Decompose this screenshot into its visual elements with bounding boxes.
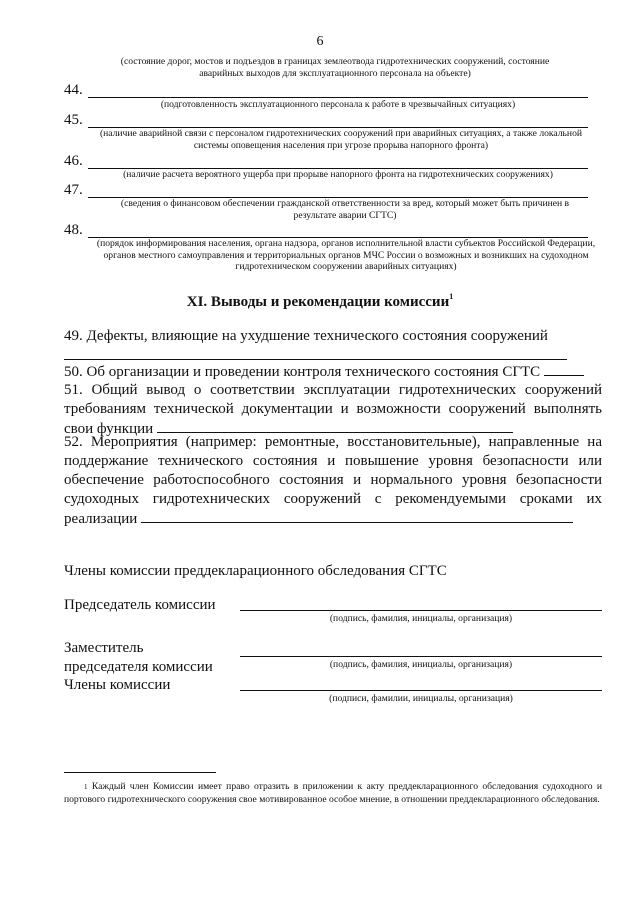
- chairman-signature-line[interactable]: [240, 610, 602, 611]
- footnote-mark: 1: [84, 783, 88, 791]
- field-44-line[interactable]: [88, 97, 588, 98]
- section-heading: [0, 294, 640, 311]
- item-50-line[interactable]: [544, 362, 584, 376]
- field-47-number: 47.: [64, 182, 83, 198]
- field-44-number: 44.: [64, 82, 83, 98]
- item-49-line[interactable]: [64, 359, 567, 360]
- item-51: 51. Общий вывод о соответствии эксплуатации гидротехнических сооружений требованиям технической документации и возможности сооружений выполнять свои функции: [64, 382, 602, 437]
- field-46-number: 46.: [64, 153, 83, 169]
- deputy-label-line1: Заместитель: [64, 640, 144, 656]
- footnote-text: Каждый член Комиссии имеет право отразить в приложении к акту преддекларационного обследования судоходного и портового гидротехнического сооружения свое мотивированное особое мнение, в отношении преддекларационного обследования.: [64, 781, 602, 805]
- item-52-row: [64, 433, 602, 529]
- chairman-label: Председатель комиссии: [64, 597, 216, 613]
- field-45-number: 45.: [64, 112, 83, 128]
- members-signature-line[interactable]: [240, 690, 602, 691]
- deputy-label-line2: председателя комиссии: [64, 659, 213, 675]
- item-49: 49. Дефекты, влияющие на ухудшение технического состояния сооружений: [64, 328, 548, 344]
- deputy-signature-line[interactable]: [240, 656, 602, 657]
- item-51-row: [64, 381, 602, 439]
- section-title: XI. Выводы и рекомендации комиссии: [186, 294, 450, 310]
- field-47-caption: (сведения о финансовом обеспечении гражданской ответственности за вред, который может быть причинен в результате аварии СГТС): [120, 198, 570, 221]
- chairman-signature-caption: (подпись, фамилия, инициалы, организация): [329, 613, 513, 624]
- deputy-signature-caption: (подпись, фамилия, инициалы, организация): [329, 659, 513, 670]
- members-signature-caption: (подписи, фамилии, инициалы, организация): [329, 693, 513, 704]
- item-51-line[interactable]: [157, 419, 513, 433]
- item-50: 50. Об организации и проведении контроля технического состояния СГТС: [64, 364, 541, 380]
- commission-members-header: Члены комиссии преддекларационного обследования СГТС: [64, 563, 447, 579]
- item-50-row: [64, 362, 602, 382]
- item-52: 52. Мероприятия (например: ремонтные, восстановительные), направленные на поддержание технического состояния и повышение уровня безопасности или обеспечение работоспособного состояния и нормального уровня безопасности судоходных гидротехнических сооружений с рекомендуемыми сроками их реализации: [64, 434, 602, 527]
- field-44-caption: (подготовленность эксплуатационного персонала к работе в чрезвычайных ситуациях): [160, 99, 516, 110]
- item-52-line[interactable]: [141, 509, 573, 523]
- footnote-reference: 1: [449, 292, 454, 301]
- top-caption: (состояние дорог, мостов и подъездов в границах землеотвода гидротехнических сооружений, состояние аварийных выходов для эксплуатационного персонала на объекте): [120, 56, 550, 79]
- footnote-separator: [64, 772, 216, 773]
- field-48-caption: (порядок информирования населения, органа надзора, органов исполнительной власти субъектов Российской Федерации, органов местного самоуправления и территориальных органов МЧС России о возможных и возникших на судоходном гидротехническом сооружении аварийных ситуациях): [96, 238, 596, 272]
- members-label: Члены комиссии: [64, 677, 171, 693]
- page-number: 6: [316, 34, 324, 49]
- field-45-caption: (наличие аварийной связи с персоналом гидротехнических сооружений при аварийных ситуациях, а также локальной системы оповещения населения при угрозе прорыва напорного фронта): [99, 128, 583, 151]
- footnote: [64, 781, 602, 806]
- field-46-caption: (наличие расчета вероятного ущерба при прорыве напорного фронта на гидротехнических сооружениях): [123, 169, 553, 180]
- field-48-number: 48.: [64, 222, 83, 238]
